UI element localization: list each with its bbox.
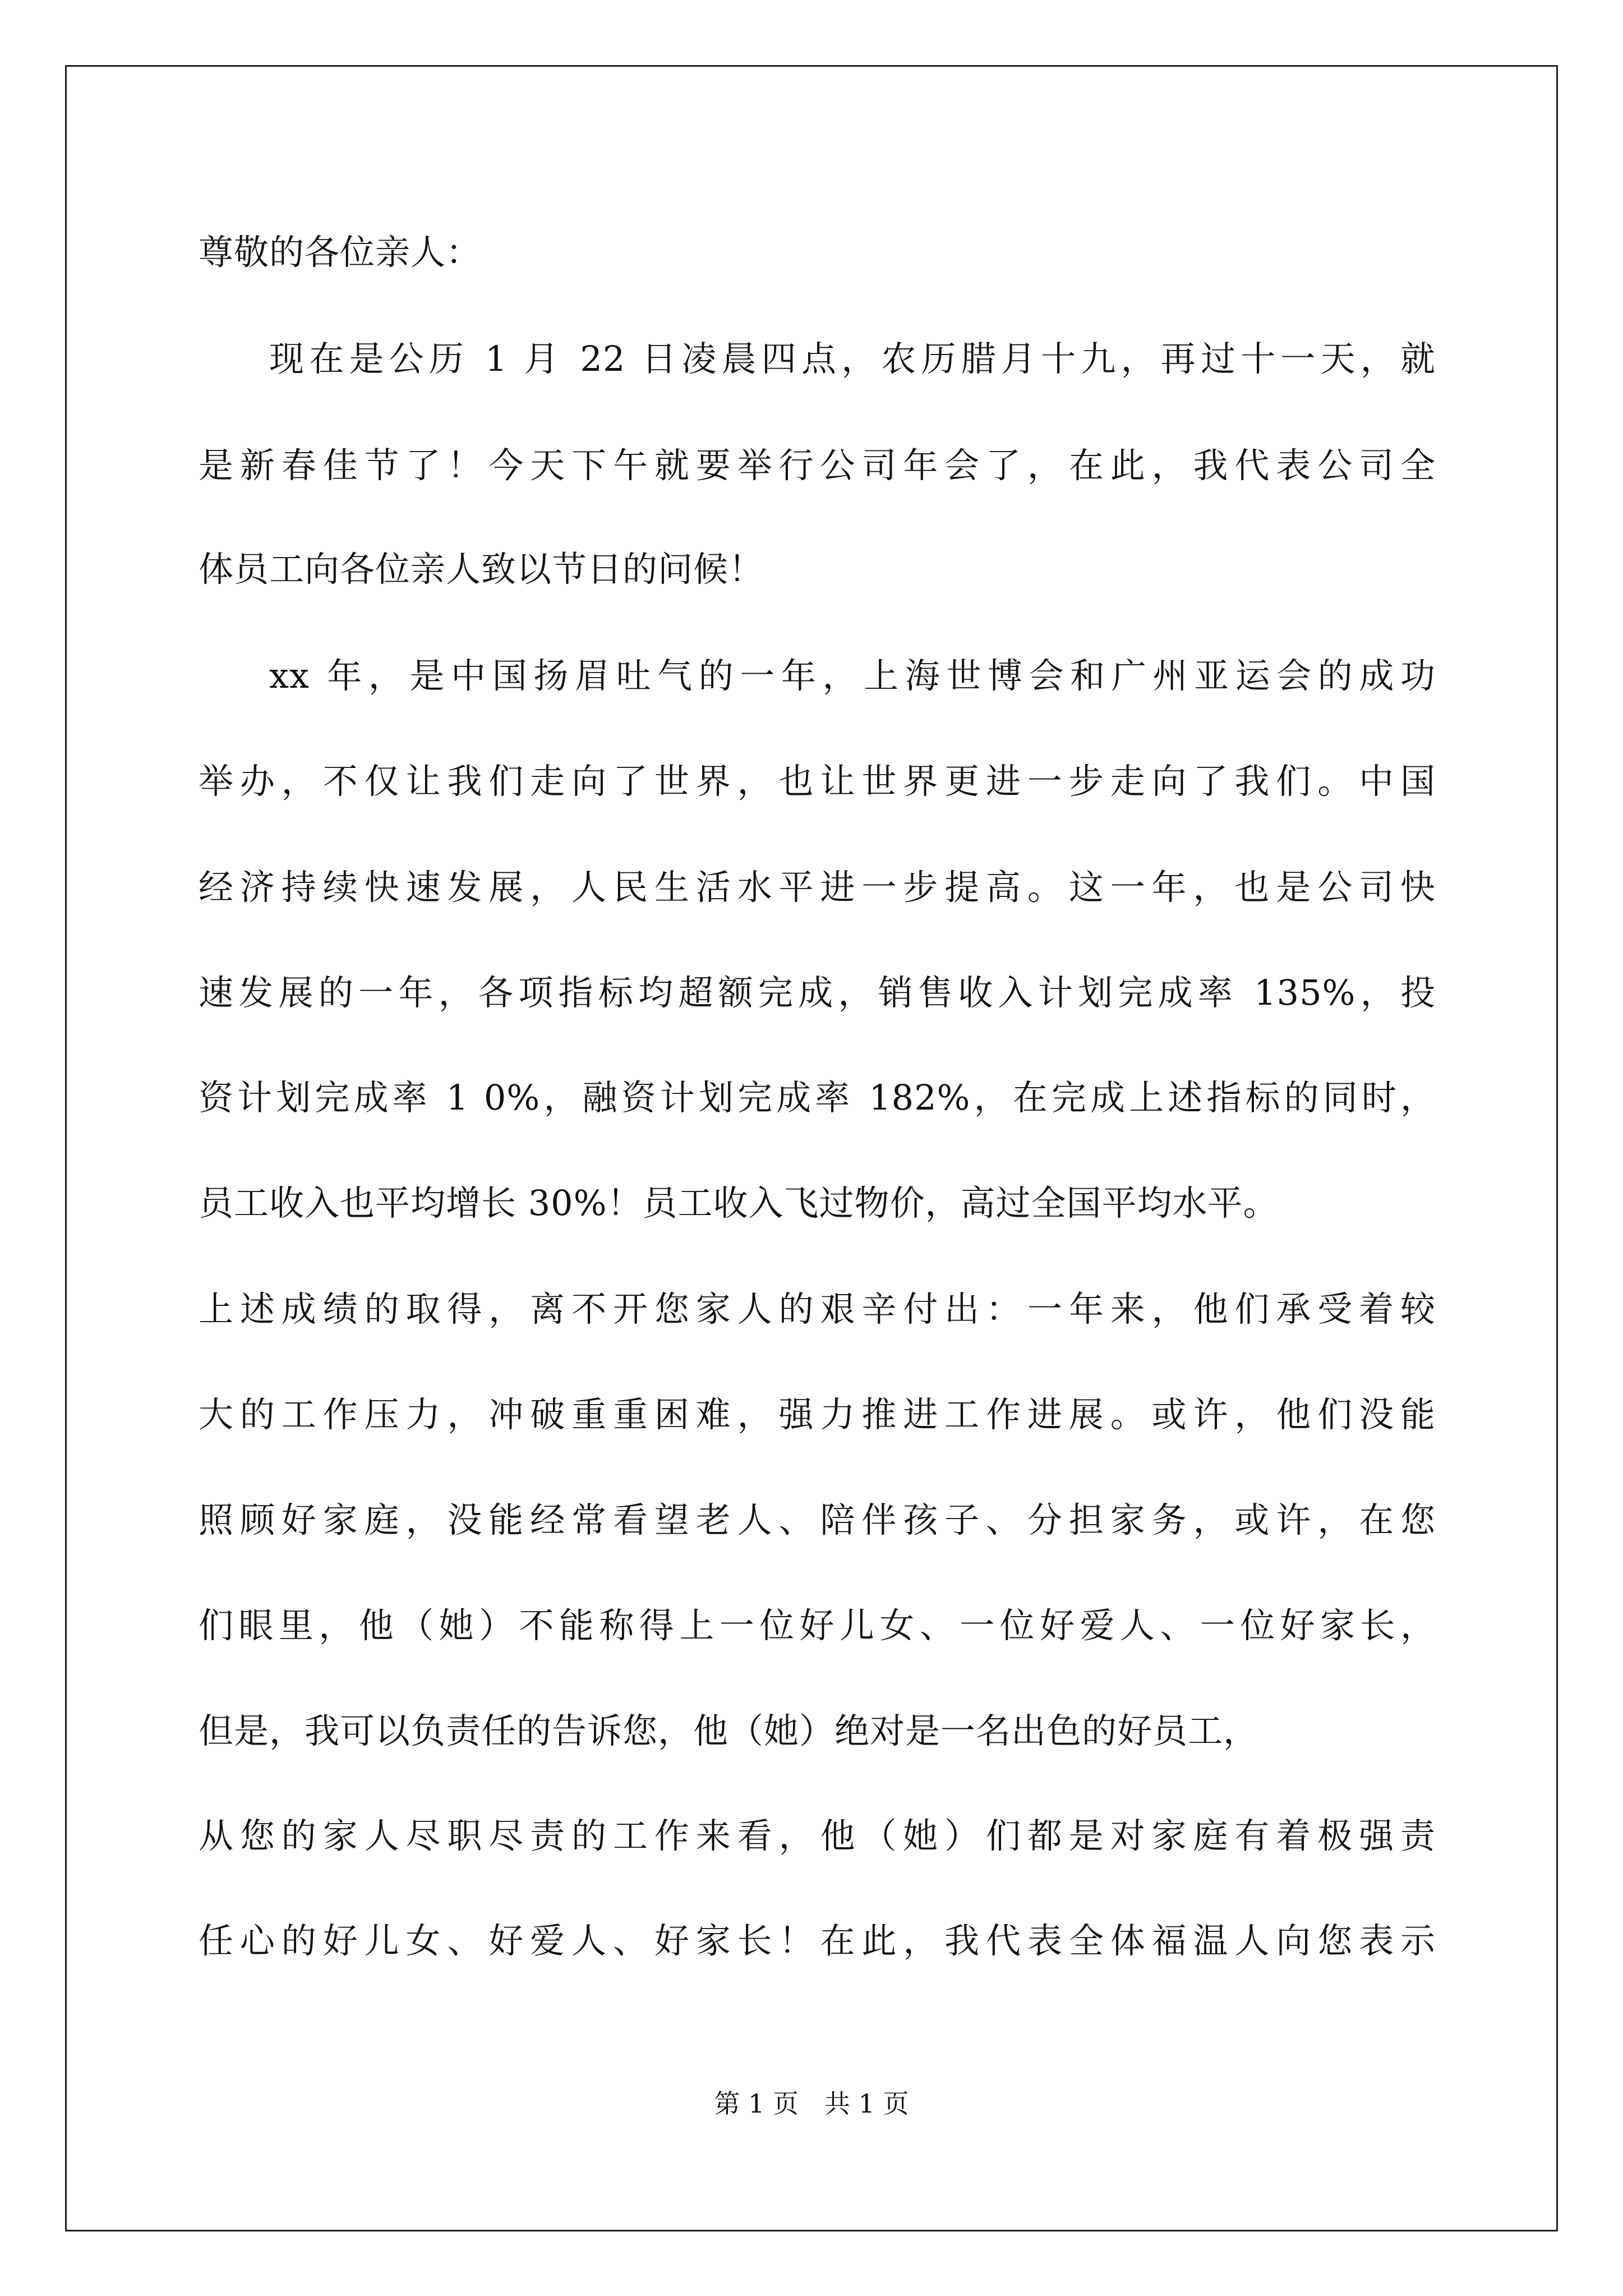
salutation-line: 尊敬的各位亲人： (199, 232, 482, 273)
text-line: xx 年，是中国扬眉吐气的一年，上海世博会和广州亚运会的成功 (269, 655, 1436, 696)
text-line: 现在是公历 1 月 22 日凌晨四点，农历腊月十九，再过十一天，就 (269, 338, 1436, 379)
text-line: 举办，不仅让我们走向了世界，也让世界更进一步走向了我们。中国 (199, 761, 1436, 802)
text-line: 是新春佳节了！今天下午就要举行公司年会了，在此，我代表公司全 (199, 445, 1436, 486)
text-line: 照顾好家庭，没能经常看望老人、陪伴孩子、分担家务，或许，在您 (199, 1499, 1436, 1540)
text-line: 员工收入也平均增长 30%！员工收入飞过物价，高过全国平均水平。 (199, 1182, 1279, 1223)
text-line: 上述成绩的取得，离不开您家人的艰辛付出：一年来，他们承受着较 (199, 1289, 1436, 1329)
text-line: 经济持续快速发展，人民生活水平进一步提高。这一年，也是公司快 (199, 867, 1436, 908)
text-line: 任心的好儿女、好爱人、好家长！在此，我代表全体福温人向您表示 (199, 1920, 1436, 1961)
text-line: 速发展的一年，各项指标均超额完成，销售收入计划完成率 135%，投 (199, 972, 1436, 1013)
text-line: 们眼里，他（她）不能称得上一位好儿女、一位好爱人、一位好家长， (199, 1605, 1436, 1646)
text-line: 从您的家人尽职尽责的工作来看，他（她）们都是对家庭有着极强责 (199, 1815, 1436, 1856)
text-line: 体员工向各位亲人致以节日的问候！ (199, 549, 764, 590)
page-number-footer: 第 1 页 共 1 页 (714, 2088, 909, 2119)
text-line: 但是，我可以负责任的告诉您，他（她）绝对是一名出色的好员工， (199, 1710, 1259, 1751)
text-line: 大的工作压力，冲破重重困难，强力推进工作进展。或许，他们没能 (199, 1394, 1436, 1435)
text-line: 资计划完成率 1 0%，融资计划完成率 182%，在完成上述指标的同时， (199, 1077, 1436, 1118)
